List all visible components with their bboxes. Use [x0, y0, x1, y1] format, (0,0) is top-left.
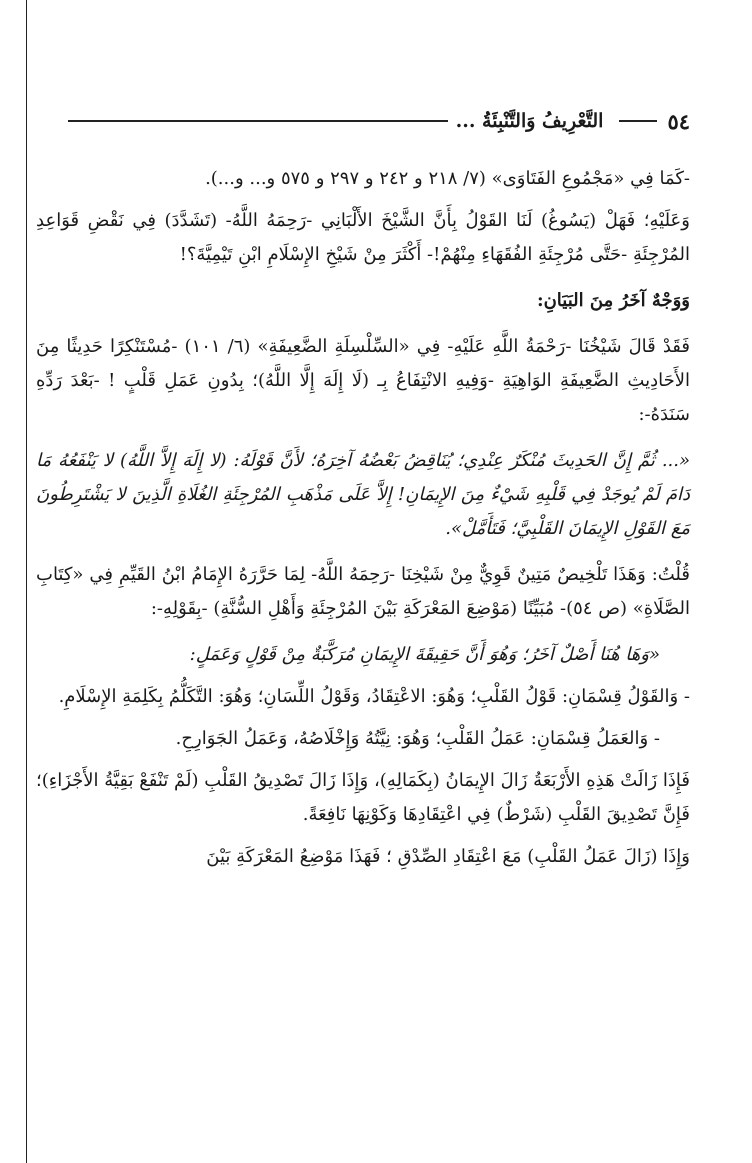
page-number: ٥٤	[667, 108, 690, 134]
quote-paragraph: «... ثُمَّ إِنَّ الحَدِيثَ مُنْكَرٌ عِنْدِي؛ يُنَاقِضُ بَعْضُهُ آخِرَهُ؛ لأَنَّ قَوْلَهُ: (لا إِلَهَ إِلاَّ اللَّهُ) لا يَنْفَعُهُ مَا دَامَ لَمْ يُوجَدْ فِي قَلْبِهِ شَيْءٌ مِنَ الإِيمَانِ! إِلاَّ عَلَى مَذْهَبِ المُرْجِئَةِ الغُلَاةِ الَّذِينَ لا يَشْتَرِطُونَ مَعَ القَوْلِ الإِيمَانَ القَلْبِيَّ؛ فَتَأَمَّلْ».	[36, 450, 690, 539]
running-title: التَّعْرِيفُ وَالتَّنْبِئَةُ ...	[455, 110, 604, 132]
paragraph: قُلْتُ: وَهَذَا تَلْخِيصٌ مَتِينٌ قَوِيٌّ مِنْ شَيْخِنَا -رَحِمَهُ اللَّهُ- لِمَا حَرَّرَهُ الإِمَامُ ابْنُ القَيِّمِ فِي «كِتَابِ الصَّلَاةِ» (ص ٥٤)- مُبَيِّنًا (مَوْضِعَ المَعْرَكَةِ بَيْنَ المُرْجِئَةِ وَأَهْلِ السُّنَّةِ) -بِقَوْلِهِ-:	[36, 564, 690, 619]
quote-paragraph: - وَالعَمَلُ قِسْمَانِ: عَمَلُ القَلْبِ؛ وَهُوَ: نِيَّتُهُ وَإِخْلَاصُهُ، وَعَمَلُ الجَوَارِحِ.	[175, 728, 660, 749]
paragraph: وَعَلَيْهِ؛ فَهَلْ (يَسُوغُ) لَنَا القَوْلُ بِأَنَّ الشَّيْخَ الأَلْبَانِي -رَحِمَهُ اللَّهُ- (تَشَدَّدَ) فِي نَقْضِ قَوَاعِدِ المُرْجِئَةِ -حَتَّى مُرْجِئَةِ الفُقَهَاءِ مِنْهُمْ!- أَكْثَرَ مِنْ شَيْخِ الإِسْلَامِ ابْنِ تَيْمِيَّةَ؟!	[36, 210, 690, 265]
quote-paragraph: - وَالقَوْلُ قِسْمَانِ: قَوْلُ القَلْبِ؛ وَهُوَ: الاعْتِقَادُ، وَقَوْلُ اللِّسَانِ؛ وَهُوَ: التَّكَلُّمُ بِكَلِمَةِ الإِسْلَامِ.	[58, 686, 690, 707]
running-header	[68, 106, 690, 136]
page-body	[36, 162, 690, 882]
quote-paragraph: وَإِذَا (زَالَ عَمَلُ القَلْبِ) مَعَ اعْتِقَادِ الصِّدْقِ ؛ فَهَذَا مَوْضِعُ المَعْرَكَةِ بَيْنَ	[206, 846, 690, 867]
header-rule	[68, 120, 448, 122]
section-heading: وَوَجْهٌ آخَرُ مِنَ البَيَانِ:	[536, 290, 690, 311]
paragraph: -كَمَا فِي «مَجْمُوعِ الفَتَاوَى» (٧/ ٢١٨ و ٢٤٢ و ٢٩٧ و ٥٧٥ و... و...).	[205, 168, 690, 189]
paragraph: فَقَدْ قَالَ شَيْخُنَا -رَحْمَةُ اللَّهِ عَلَيْهِ- فِي «السِّلْسِلَةِ الضَّعِيفَةِ» (٦/ ١٠١) -مُسْتَنْكِرًا حَدِيثًا مِنَ الأَحَادِيثِ الضَّعِيفَةِ الوَاهِيَةِ -وَفِيهِ الانْتِفَاعُ بِـ (لَا إِلَهَ إِلَّا اللَّهُ)؛ بِدُونِ عَمَلِ قَلْبٍ ! -بَعْدَ رَدِّهِ سَنَدَهُ-:	[36, 336, 690, 425]
page-left-border	[26, 0, 27, 1163]
header-dash	[619, 120, 657, 122]
quote-paragraph: «وَهَا هُنَا أَصْلٌ آخَرُ؛ وَهُوَ أَنَّ حَقِيقَةَ الإِيمَانِ مُرَكَّبَةٌ مِنْ قَوْلٍ وَعَمَلٍ:	[189, 644, 660, 665]
quote-paragraph: فَإِذَا زَالَتْ هَذِهِ الأَرْبَعَةُ زَالَ الإِيمَانُ (بِكَمَالِهِ)، وَإِذَا زَالَ تَصْدِيقُ القَلْبِ (لَمْ تَنْفَعْ بَقِيَّةُ الأَجْزَاءِ)؛ فَإِنَّ تَصْدِيقَ القَلْبِ (شَرْطٌ) فِي اعْتِقَادِهَا وَكَوْنِهَا نَافِعَةً.	[36, 770, 690, 825]
